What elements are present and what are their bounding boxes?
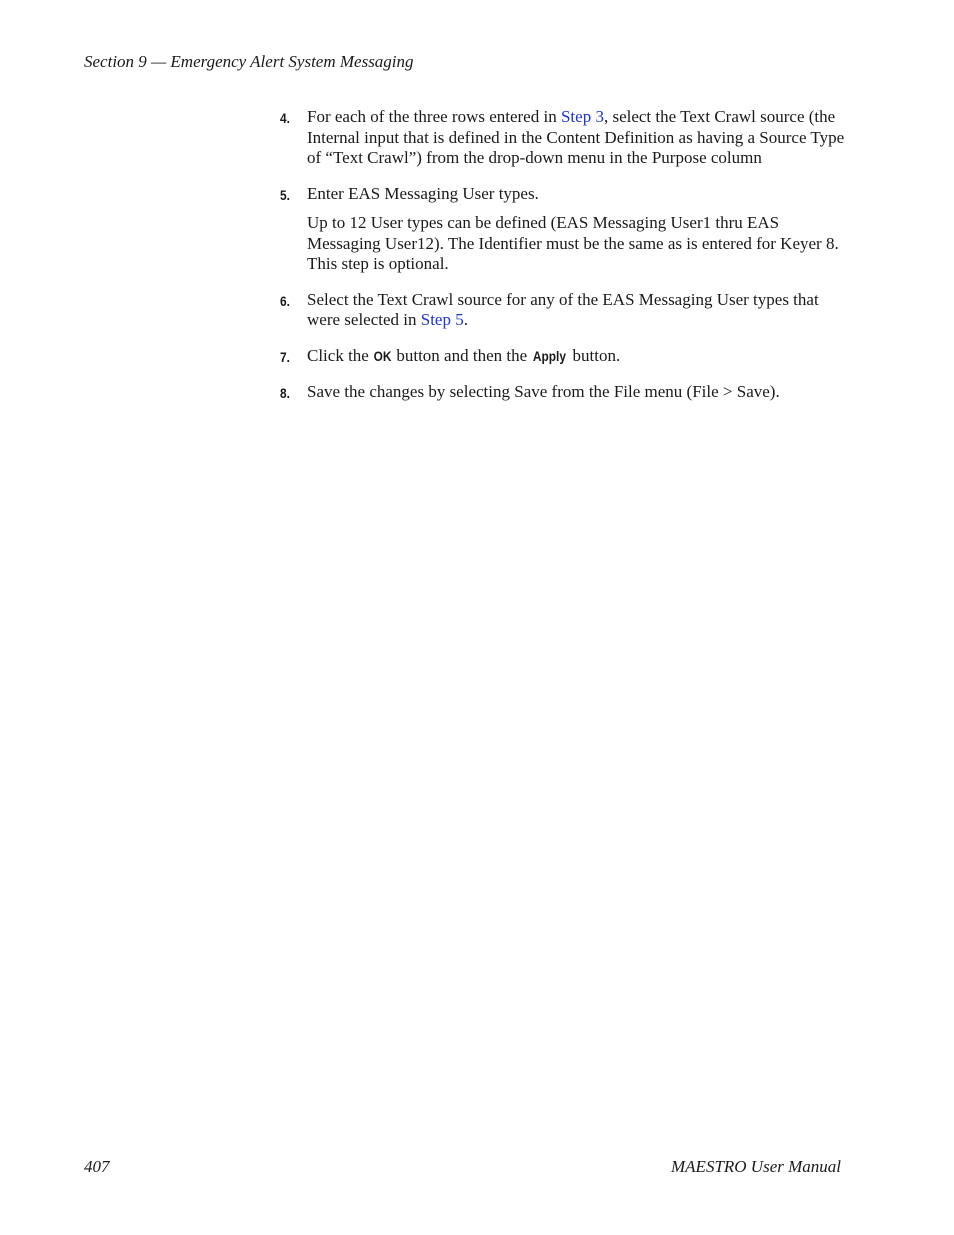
step-5 bbox=[280, 184, 845, 275]
step-number: 6. bbox=[280, 292, 290, 309]
step-body bbox=[307, 107, 845, 169]
step-text: Save the changes by selecting Save from the File menu (File > Save). bbox=[307, 382, 780, 401]
step-text: Click the OK button and then the Apply button. bbox=[307, 345, 621, 365]
step-body bbox=[307, 382, 845, 404]
ok-button-label: OK bbox=[373, 347, 392, 364]
step-body bbox=[307, 184, 845, 275]
step-number: 5. bbox=[280, 186, 290, 203]
step-text: Select the Text Crawl source for any of the EAS Messaging User types that were selected in Step 5. bbox=[307, 289, 819, 329]
step-number: 7. bbox=[280, 348, 290, 365]
step-text: For each of the three rows entered in Step 3, select the Text Crawl source (the Internal input that is defined in the Content Definition as having a Source Type of “Text Crawl”) from the drop-down menu in the Purpose column bbox=[307, 107, 845, 167]
step-note: Up to 12 User types can be defined (EAS Messaging User1 thru EAS Messaging User12). The Identifier must be the same as is entered for Keyer 8. This step is optional. bbox=[307, 213, 839, 273]
step-7 bbox=[280, 346, 845, 368]
step-3-link[interactable]: Step 3 bbox=[560, 107, 604, 126]
manual-title: MAESTRO User Manual bbox=[671, 1157, 841, 1176]
procedure-steps bbox=[280, 107, 845, 419]
step-5-link[interactable]: Step 5 bbox=[420, 310, 464, 329]
apply-button-label: Apply bbox=[533, 347, 567, 364]
step-body bbox=[307, 346, 845, 368]
step-body bbox=[307, 290, 845, 331]
step-6 bbox=[280, 290, 845, 331]
running-header: Section 9 — Emergency Alert System Messaging bbox=[84, 52, 414, 71]
step-number: 4. bbox=[280, 110, 290, 126]
step-text: Enter EAS Messaging User types. bbox=[307, 183, 539, 203]
step-4 bbox=[280, 107, 845, 169]
step-8 bbox=[280, 382, 845, 404]
step-number: 8. bbox=[280, 385, 290, 401]
page-number: 407 bbox=[84, 1157, 110, 1176]
